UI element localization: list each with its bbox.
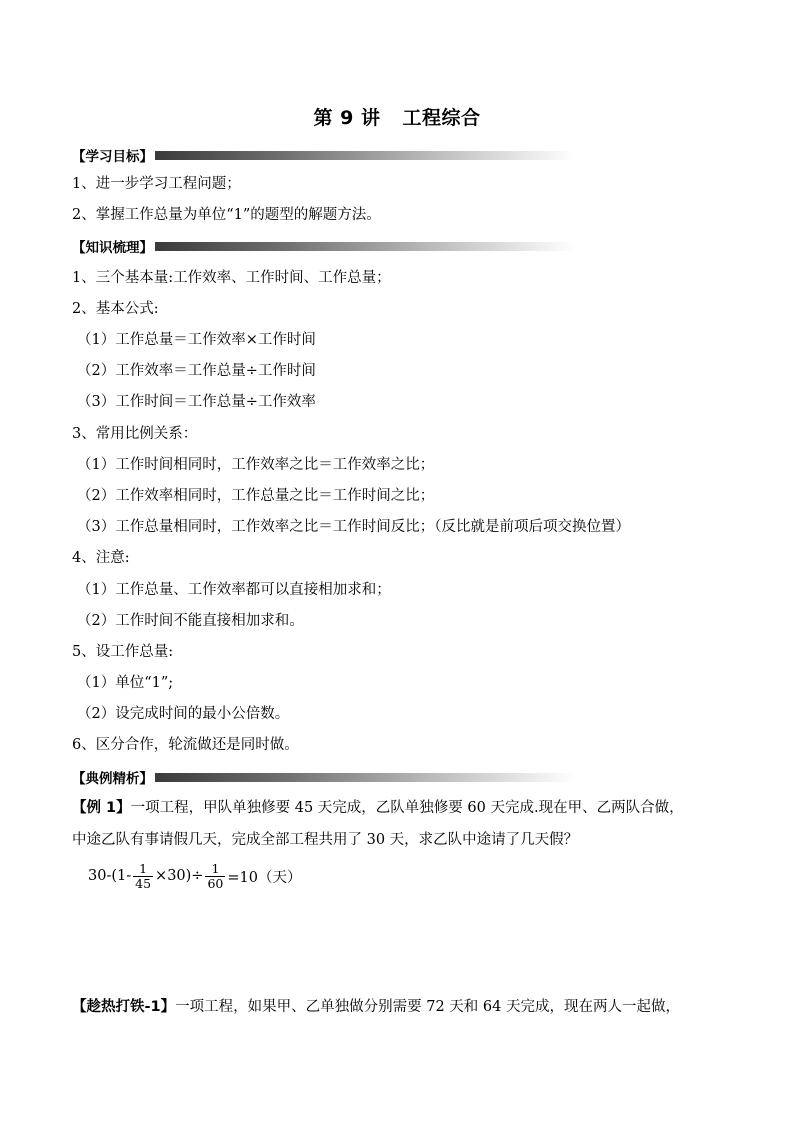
example-1-tag: 【例 1】 — [72, 800, 131, 816]
knowledge-subitem: （2）设完成时间的最小公倍数。 — [77, 706, 290, 722]
knowledge-item: 1、三个基本量:工作效率、工作时间、工作总量； — [72, 270, 391, 286]
section-label: 【学习目标】 — [72, 149, 153, 165]
knowledge-subitem: （1）工作总量、工作效率都可以直接相加求和； — [77, 582, 391, 598]
example-1-question-cont: 中途乙队有事请假几天，完成全部工程共用了 30 天，求乙队中途请了几天假？ — [72, 832, 579, 848]
practice-1-question — [72, 997, 680, 1017]
goal-item: 2、掌握工作总量为单位“1”的题型的解题方法。 — [72, 207, 381, 223]
section-label: 【典例精析】 — [72, 771, 153, 787]
knowledge-subitem: （1）工作时间相同时，工作效率之比＝工作效率之比； — [77, 457, 435, 473]
knowledge-subitem: （2）工作时间不能直接相加求和。 — [77, 613, 304, 629]
section-header-goals — [72, 145, 575, 165]
goal-item: 1、进一步学习工程问题； — [72, 176, 241, 192]
section-header-examples — [72, 767, 575, 787]
knowledge-subitem: （3）工作时间＝工作总量÷工作效率 — [77, 394, 316, 410]
section-header-knowledge — [72, 236, 575, 256]
knowledge-item: 6、区分合作，轮流做还是同时做。 — [72, 737, 299, 753]
fraction — [205, 862, 225, 891]
knowledge-item: 4、注意: — [72, 550, 130, 566]
section-gradient-bar — [155, 151, 575, 160]
knowledge-subitem: （1）单位“1”; — [77, 675, 174, 691]
section-gradient-bar — [155, 773, 575, 782]
knowledge-item: 3、常用比例关系： — [72, 426, 198, 442]
fraction-denominator: 60 — [207, 875, 224, 891]
page-title — [0, 103, 794, 130]
formula-part: =10（天） — [227, 869, 302, 886]
practice-1-text: 一项工程，如果甲、乙单独做分别需要 72 天和 64 天完成，现在两人一起做， — [175, 999, 680, 1015]
fraction — [133, 862, 153, 891]
formula-part: 30-(1- — [88, 868, 132, 884]
lecture-number: 第 9 讲 — [313, 107, 381, 129]
practice-1-tag: 【趁热打铁-1】 — [72, 999, 176, 1015]
fraction-denominator: 45 — [135, 875, 152, 891]
lecture-topic: 工程综合 — [402, 107, 481, 129]
knowledge-item: 2、基本公式: — [72, 301, 159, 317]
section-label: 【知识梳理】 — [72, 240, 153, 256]
knowledge-subitem: （2）工作效率相同时，工作总量之比＝工作时间之比； — [77, 488, 435, 504]
fraction-numerator: 1 — [139, 860, 148, 876]
knowledge-subitem: （2）工作效率＝工作总量÷工作时间 — [77, 363, 316, 379]
formula-part: ×30)÷ — [155, 868, 204, 884]
fraction-numerator: 1 — [211, 860, 220, 876]
knowledge-subitem: （1）工作总量＝工作效率×工作时间 — [77, 332, 316, 348]
example-1-text: 一项工程，甲队单独修要 45 天完成，乙队单独修要 60 天完成.现在甲、乙两队合做， — [130, 800, 684, 816]
knowledge-item: 5、设工作总量: — [72, 644, 174, 660]
example-1-question — [72, 798, 684, 818]
section-gradient-bar — [155, 242, 575, 251]
knowledge-subitem: （3）工作总量相同时，工作效率之比＝工作时间反比；（反比就是前项后项交换位置） — [77, 519, 630, 535]
example-1-solution-formula — [88, 856, 301, 896]
